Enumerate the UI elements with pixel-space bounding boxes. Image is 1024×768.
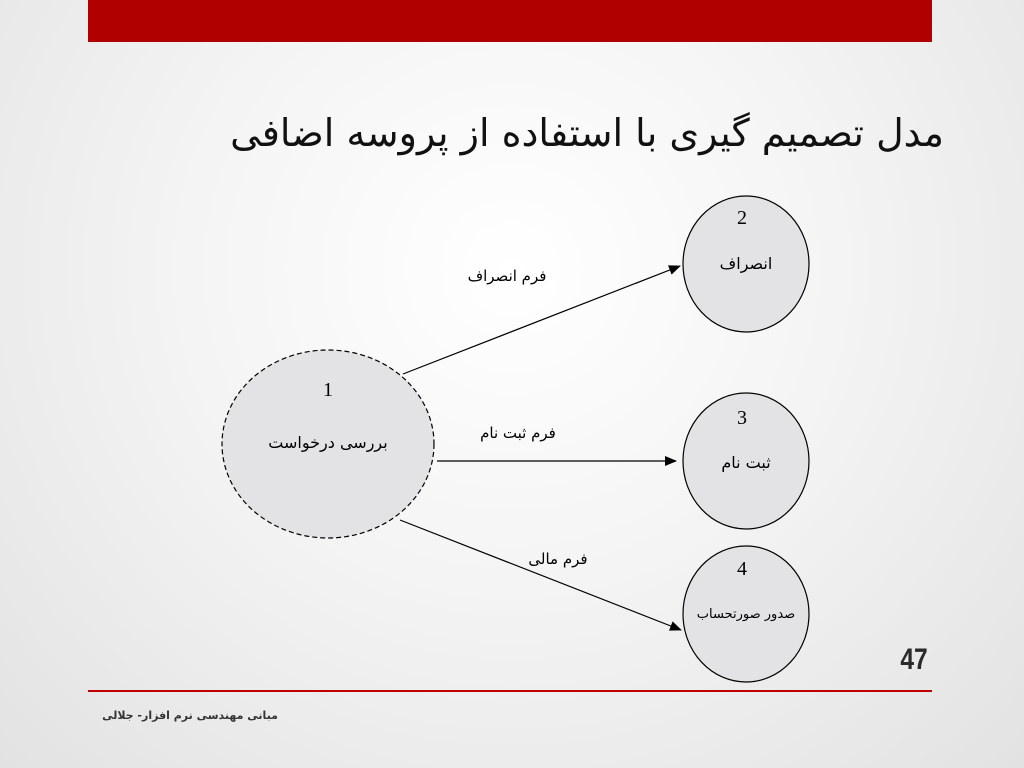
footer-caption: مبانی مهندسی نرم افزار- جلالی	[102, 709, 278, 722]
process-review-label: بررسی درخواست	[268, 433, 388, 452]
process-cancel-label: انصراف	[719, 254, 773, 273]
footer-divider	[88, 690, 932, 692]
flow-label-register: فرم ثبت نام	[480, 424, 556, 442]
flow-label-cancel: فرم انصراف	[467, 267, 547, 285]
process-cancel-number: 2	[737, 207, 747, 229]
process-invoice-number: 4	[737, 558, 747, 580]
page-number: 47	[900, 643, 928, 676]
process-register-number: 3	[737, 407, 747, 429]
process-register-label: ثبت نام	[721, 453, 771, 472]
process-invoice-label: صدور صورتحساب	[696, 607, 796, 622]
slide-title: مدل تصمیم گیری با استفاده از پروسه اضافی	[230, 111, 944, 155]
flow-arrow-invoice	[400, 520, 681, 630]
flow-label-invoice: فرم مالی	[528, 550, 588, 568]
process-review-number: 1	[323, 379, 333, 401]
